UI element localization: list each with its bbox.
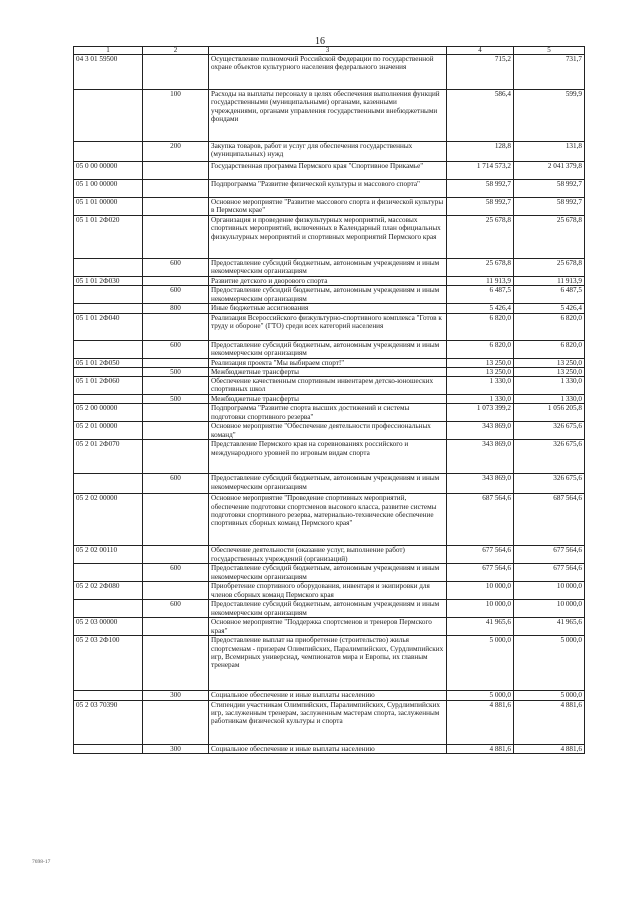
table-row [74,277,585,286]
expense-type-cell: 300 [143,691,209,700]
amount-2020-cell: 677 564,6 [514,546,585,564]
budget-code-cell: 05 2 03 00000 [74,618,143,636]
amount-2020-cell: 25 678,8 [514,216,585,259]
page-number: 16 [315,36,325,47]
expense-type-cell: 500 [143,395,209,404]
expense-type-cell [143,494,209,546]
table-row [74,162,585,180]
expense-type-cell [143,162,209,180]
amount-2020-cell: 10 000,0 [514,582,585,600]
expense-type-cell [143,636,209,691]
amount-2019-cell: 1 714 573,2 [447,162,514,180]
budget-code-cell [74,691,143,700]
table-row [74,404,585,422]
amount-2019-cell: 586,4 [447,90,514,142]
item-name-cell: Основное мероприятие "Обеспечение деятельности профессиональных команд" [209,422,447,440]
expense-type-cell [143,422,209,440]
amount-2019-cell: 5 000,0 [447,691,514,700]
amount-2019-cell: 687 564,6 [447,494,514,546]
amount-2020-cell: 731,7 [514,55,585,90]
amount-2019-cell: 5 000,0 [447,636,514,691]
table-header-row [74,47,585,55]
header-col-3: 3 [209,47,447,55]
budget-code-cell: 05 1 01 00000 [74,198,143,216]
budget-code-cell: 05 2 02 00000 [74,494,143,546]
table-row [74,358,585,367]
item-name-cell: Осуществление полномочий Российской Федерации по государственной охране объектов культурного населения федерального значения [209,55,447,90]
expense-type-cell: 600 [143,340,209,358]
item-name-cell: Предоставление субсидий бюджетным, автономным учреждениям и иным некоммерческим организациям [209,286,447,304]
budget-code-cell: 05 1 01 2Ф040 [74,313,143,340]
amount-2020-cell: 5 426,4 [514,304,585,313]
budget-code-cell: 05 1 01 2Ф050 [74,358,143,367]
amount-2019-cell: 41 965,6 [447,618,514,636]
item-name-cell: Предоставление субсидий бюджетным, автономным учреждениям и иным некоммерческим организациям [209,340,447,358]
item-name-cell: Межбюджетные трансферты [209,395,447,404]
expense-type-cell: 600 [143,259,209,277]
amount-2020-cell: 6 487,5 [514,286,585,304]
budget-code-cell [74,474,143,494]
budget-code-cell: 05 1 01 2Ф060 [74,377,143,395]
item-name-cell: Основное мероприятие "Развитие массового спорта и физической культуры в Пермском крае" [209,198,447,216]
table-row [74,340,585,358]
expense-type-cell [143,277,209,286]
amount-2020-cell: 687 564,6 [514,494,585,546]
amount-2020-cell: 2 041 379,8 [514,162,585,180]
amount-2019-cell: 677 564,6 [447,546,514,564]
amount-2020-cell: 599,9 [514,90,585,142]
table-row [74,564,585,582]
item-name-cell: Основное мероприятие "Поддержка спортсменов и тренеров Пермского края" [209,618,447,636]
budget-code-cell: 05 2 01 00000 [74,422,143,440]
amount-2019-cell: 58 992,7 [447,180,514,198]
table-row [74,142,585,162]
amount-2020-cell: 41 965,6 [514,618,585,636]
budget-code-cell [74,600,143,618]
expense-type-cell [143,377,209,395]
amount-2019-cell: 25 678,8 [447,216,514,259]
amount-2019-cell: 677 564,6 [447,564,514,582]
item-name-cell: Развитие детского и дворового спорта [209,277,447,286]
item-name-cell: Предоставление субсидий бюджетным, автономным учреждениям и иным некоммерческим организациям [209,259,447,277]
amount-2020-cell: 25 678,8 [514,259,585,277]
expense-type-cell [143,404,209,422]
amount-2020-cell: 326 675,6 [514,474,585,494]
budget-code-cell [74,340,143,358]
item-name-cell: Обеспечение деятельности (оказание услуг, выполнение работ) государственных учреждений (организаций) [209,546,447,564]
amount-2019-cell: 4 881,6 [447,744,514,753]
amount-2020-cell: 326 675,6 [514,422,585,440]
expense-type-cell: 200 [143,142,209,162]
budget-code-cell [74,395,143,404]
amount-2019-cell: 13 250,0 [447,358,514,367]
footer-document-code: 7698-17 [32,859,51,865]
budget-code-cell [74,286,143,304]
table-row [74,259,585,277]
budget-code-cell [74,744,143,753]
expense-type-cell [143,582,209,600]
table-row [74,691,585,700]
amount-2020-cell: 131,8 [514,142,585,162]
amount-2020-cell: 13 250,0 [514,367,585,376]
table-row [74,546,585,564]
item-name-cell: Организация и проведение физкультурных мероприятий, массовых спортивных мероприятий, включенных в Календарный план официальных физкультурных мероприятий и спортивных мероприятий Пермского края [209,216,447,259]
expense-type-cell [143,55,209,90]
table-row [74,180,585,198]
table-row [74,422,585,440]
table-row [74,286,585,304]
table-row [74,216,585,259]
item-name-cell: Представление Пермского края на соревнованиях российского и международного уровней по игровым видам спорта [209,440,447,474]
item-name-cell: Иные бюджетные ассигнования [209,304,447,313]
amount-2020-cell: 4 881,6 [514,744,585,753]
table-row [74,582,585,600]
amount-2020-cell: 4 881,6 [514,700,585,744]
table-row [74,600,585,618]
amount-2019-cell: 58 992,7 [447,198,514,216]
amount-2020-cell: 5 000,0 [514,691,585,700]
table-row [74,700,585,744]
budget-code-cell: 04 3 01 59500 [74,55,143,90]
table-row [74,636,585,691]
budget-code-cell: 05 2 02 2Ф080 [74,582,143,600]
expense-type-cell [143,358,209,367]
budget-code-cell: 05 0 00 00000 [74,162,143,180]
amount-2019-cell: 10 000,0 [447,582,514,600]
item-name-cell: Основное мероприятие "Проведение спортивных мероприятий, обеспечение подготовки спортсменов высокого класса, развитие системы подготовки спортивного резерва, материально-технические обеспечение спортивных сборных команд Пермского края" [209,494,447,546]
budget-code-cell: 05 2 03 2Ф100 [74,636,143,691]
budget-code-cell: 05 2 03 70390 [74,700,143,744]
budget-table-body [74,47,585,754]
amount-2019-cell: 25 678,8 [447,259,514,277]
expense-type-cell: 600 [143,286,209,304]
item-name-cell: Приобретение спортивного оборудования, инвентаря и экипировки для членов сборных команд Пермского края [209,582,447,600]
expense-type-cell [143,546,209,564]
item-name-cell: Предоставление субсидий бюджетным, автономным учреждениям и иным некоммерческим организациям [209,600,447,618]
item-name-cell: Предоставление выплат на приобретение (строительство) жилья спортсменам - призерам Олимпийских, Паралимпийских, Сурдлимпийских игр, Всемирных универсиад, чемпионатов мира и Европы, их главным тренерам [209,636,447,691]
expense-type-cell: 600 [143,564,209,582]
amount-2020-cell: 1 330,0 [514,377,585,395]
amount-2019-cell: 1 073 399,2 [447,404,514,422]
item-name-cell: Предоставление субсидий бюджетным, автономным учреждениям и иным некоммерческим организациям [209,564,447,582]
amount-2020-cell: 58 992,7 [514,180,585,198]
amount-2019-cell: 128,8 [447,142,514,162]
table-row [74,198,585,216]
amount-2019-cell: 4 881,6 [447,700,514,744]
amount-2020-cell: 326 675,6 [514,440,585,474]
expense-type-cell: 100 [143,90,209,142]
budget-code-cell [74,142,143,162]
header-col-4: 4 [447,47,514,55]
amount-2020-cell: 58 992,7 [514,198,585,216]
item-name-cell: Государственная программа Пермского края "Спортивное Прикамье" [209,162,447,180]
amount-2020-cell: 6 820,0 [514,313,585,340]
expense-type-cell: 600 [143,474,209,494]
item-name-cell: Обеспечение качественным спортивным инвентарем детско-юношеских спортивных школ [209,377,447,395]
header-col-2: 2 [143,47,209,55]
table-row [74,313,585,340]
budget-code-cell: 05 1 00 00000 [74,180,143,198]
budget-code-cell: 05 2 02 00110 [74,546,143,564]
table-row [74,90,585,142]
expense-type-cell [143,700,209,744]
header-col-1: 1 [74,47,143,55]
amount-2019-cell: 11 913,9 [447,277,514,286]
expense-type-cell [143,198,209,216]
item-name-cell: Стипендии участникам Олимпийских, Паралимпийских, Сурдлимпийских игр, заслуженным тренерам, заслуженным мастерам спорта, заслуженным работникам физической культуры и спорта [209,700,447,744]
budget-code-cell [74,367,143,376]
amount-2019-cell: 6 487,5 [447,286,514,304]
item-name-cell: Социальное обеспечение и иные выплаты населению [209,744,447,753]
amount-2019-cell: 10 000,0 [447,600,514,618]
expense-type-cell [143,216,209,259]
item-name-cell: Социальное обеспечение и иные выплаты населению [209,691,447,700]
amount-2020-cell: 6 820,0 [514,340,585,358]
amount-2019-cell: 6 820,0 [447,340,514,358]
expense-type-cell: 600 [143,600,209,618]
expense-type-cell: 300 [143,744,209,753]
budget-code-cell [74,90,143,142]
budget-code-cell [74,304,143,313]
item-name-cell: Реализация проекта "Мы выбираем спорт!" [209,358,447,367]
item-name-cell: Межбюджетные трансферты [209,367,447,376]
table-row [74,494,585,546]
expense-type-cell [143,180,209,198]
amount-2020-cell: 13 250,0 [514,358,585,367]
budget-table [73,46,585,754]
table-row [74,395,585,404]
expense-type-cell [143,618,209,636]
table-row [74,377,585,395]
amount-2020-cell: 1 056 205,8 [514,404,585,422]
expense-type-cell: 800 [143,304,209,313]
amount-2019-cell: 1 330,0 [447,395,514,404]
amount-2019-cell: 343 869,0 [447,440,514,474]
amount-2019-cell: 343 869,0 [447,474,514,494]
budget-code-cell: 05 2 00 00000 [74,404,143,422]
item-name-cell: Закупка товаров, работ и услуг для обеспечения государственных (муниципальных) нужд [209,142,447,162]
budget-code-cell: 05 1 01 2Ф020 [74,216,143,259]
table-row [74,440,585,474]
table-row [74,367,585,376]
item-name-cell: Реализация Всероссийского физкультурно-спортивного комплекса "Готов к труду и обороне" (ГТО) среди всех категорий населения [209,313,447,340]
table-row [74,55,585,90]
expense-type-cell: 500 [143,367,209,376]
amount-2020-cell: 11 913,9 [514,277,585,286]
item-name-cell: Предоставление субсидий бюджетным, автономным учреждениям и иным некоммерческим организациям [209,474,447,494]
amount-2019-cell: 6 820,0 [447,313,514,340]
budget-code-cell [74,259,143,277]
amount-2020-cell: 677 564,6 [514,564,585,582]
amount-2020-cell: 1 330,0 [514,395,585,404]
item-name-cell: Подпрограмма "Развитие спорта высших достижений и системы подготовки спортивного резерва" [209,404,447,422]
expense-type-cell [143,440,209,474]
amount-2020-cell: 10 000,0 [514,600,585,618]
item-name-cell: Подпрограмма "Развитие физической культуры и массового спорта" [209,180,447,198]
table-row [74,474,585,494]
budget-code-cell: 05 1 01 2Ф030 [74,277,143,286]
amount-2019-cell: 715,2 [447,55,514,90]
budget-code-cell: 05 2 01 2Ф070 [74,440,143,474]
expense-type-cell [143,313,209,340]
amount-2019-cell: 5 426,4 [447,304,514,313]
header-col-5: 5 [514,47,585,55]
amount-2019-cell: 1 330,0 [447,377,514,395]
amount-2019-cell: 13 250,0 [447,367,514,376]
item-name-cell: Расходы на выплаты персоналу в целях обеспечения выполнения функций государственными (муниципальными) органами, казенными учреждениями, органами управления государственными внебюджетными фондами [209,90,447,142]
table-row [74,618,585,636]
table-row [74,744,585,753]
budget-code-cell [74,564,143,582]
amount-2019-cell: 343 869,0 [447,422,514,440]
amount-2020-cell: 5 000,0 [514,636,585,691]
table-row [74,304,585,313]
